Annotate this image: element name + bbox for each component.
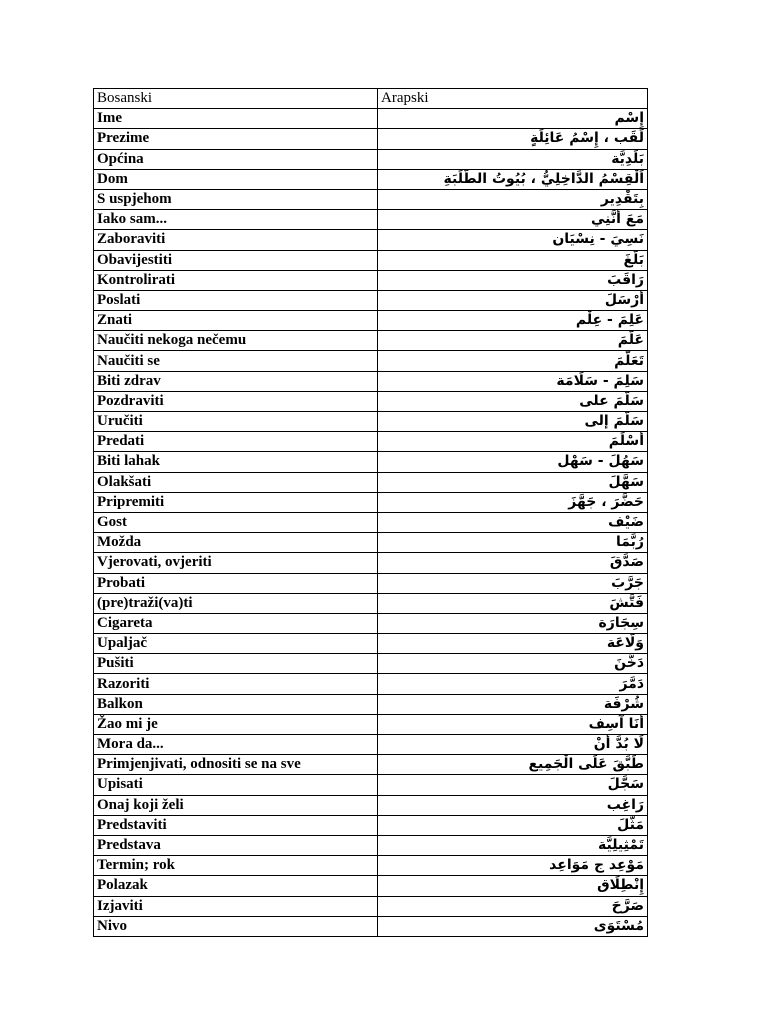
- arabic-term: سَهَّلَ: [378, 472, 648, 492]
- bosnian-term: Iako sam...: [94, 210, 378, 230]
- bosnian-term: Primjenjivati, odnositi se na sve: [94, 755, 378, 775]
- bosnian-term: Pozdraviti: [94, 391, 378, 411]
- bosnian-term: Prezime: [94, 129, 378, 149]
- bosnian-term: Mora da...: [94, 735, 378, 755]
- vocabulary-table: [93, 88, 648, 937]
- table-row: [94, 149, 648, 169]
- arabic-term: رَاغِب: [378, 795, 648, 815]
- arabic-term: سَجَّلَ: [378, 775, 648, 795]
- bosnian-term: Naučiti nekoga nečemu: [94, 331, 378, 351]
- bosnian-term: Poslati: [94, 290, 378, 310]
- bosnian-term: Kontrolirati: [94, 270, 378, 290]
- table-row: [94, 210, 648, 230]
- bosnian-term: Biti lahak: [94, 452, 378, 472]
- bosnian-term: Uručiti: [94, 412, 378, 432]
- header-bosnian: Bosanski: [94, 89, 378, 109]
- table-row: [94, 492, 648, 512]
- arabic-term: بَلَدِيَّة: [378, 149, 648, 169]
- table-row: [94, 270, 648, 290]
- bosnian-term: Probati: [94, 573, 378, 593]
- table-row: [94, 714, 648, 734]
- table-row: [94, 896, 648, 916]
- bosnian-term: Upisati: [94, 775, 378, 795]
- bosnian-term: Gost: [94, 512, 378, 532]
- table-row: [94, 735, 648, 755]
- bosnian-term: Obavijestiti: [94, 250, 378, 270]
- table-row: [94, 391, 648, 411]
- table-row: [94, 512, 648, 532]
- arabic-term: بَلَّغَ: [378, 250, 648, 270]
- arabic-term: إِسْم: [378, 109, 648, 129]
- arabic-term: مَوْعِد ج مَوَاعِد: [378, 856, 648, 876]
- header-row: [94, 89, 648, 109]
- bosnian-term: (pre)traži(va)ti: [94, 593, 378, 613]
- table-row: [94, 472, 648, 492]
- table-row: [94, 654, 648, 674]
- arabic-term: سَلَّمَ إلى: [378, 412, 648, 432]
- bosnian-term: Izjaviti: [94, 896, 378, 916]
- table-row: [94, 452, 648, 472]
- table-row: [94, 856, 648, 876]
- arabic-term: نَسِيَ - نِسْيَان: [378, 230, 648, 250]
- table-row: [94, 835, 648, 855]
- bosnian-term: Upaljač: [94, 634, 378, 654]
- arabic-term: ضَيْف: [378, 512, 648, 532]
- bosnian-term: Predati: [94, 432, 378, 452]
- table-row: [94, 230, 648, 250]
- bosnian-term: Vjerovati, ovjeriti: [94, 553, 378, 573]
- bosnian-term: Zaboraviti: [94, 230, 378, 250]
- arabic-term: سَلَّمَ على: [378, 391, 648, 411]
- header-arabic: Arapski: [378, 89, 648, 109]
- bosnian-term: Dom: [94, 169, 378, 189]
- arabic-term: دَمَّرَ: [378, 674, 648, 694]
- arabic-term: تَمْثِيلِيَّة: [378, 835, 648, 855]
- arabic-term: تَعَلَّمَ: [378, 351, 648, 371]
- bosnian-term: Naučiti se: [94, 351, 378, 371]
- table-row: [94, 169, 648, 189]
- bosnian-term: Biti zdrav: [94, 371, 378, 391]
- table-row: [94, 876, 648, 896]
- arabic-term: لَقَب ، إِسْمُ عَائِلَةٍ: [378, 129, 648, 149]
- arabic-term: صَرَّحَ: [378, 896, 648, 916]
- table-row: [94, 815, 648, 835]
- bosnian-term: Znati: [94, 311, 378, 331]
- arabic-term: فَتَّشَ: [378, 593, 648, 613]
- bosnian-term: Onaj koji želi: [94, 795, 378, 815]
- arabic-term: شُرْفَة: [378, 694, 648, 714]
- table-row: [94, 916, 648, 936]
- table-row: [94, 331, 648, 351]
- table-row: [94, 755, 648, 775]
- table-row: [94, 109, 648, 129]
- arabic-term: سِجَارَة: [378, 613, 648, 633]
- table-row: [94, 250, 648, 270]
- table-row: [94, 775, 648, 795]
- arabic-term: رَاقَبَ: [378, 270, 648, 290]
- arabic-term: حَضَّرَ ، جَهَّزَ: [378, 492, 648, 512]
- bosnian-term: Polazak: [94, 876, 378, 896]
- arabic-term: عَلَّمَ: [378, 331, 648, 351]
- arabic-term: طَبَّقَ عَلَى الْجَمِيع: [378, 755, 648, 775]
- arabic-term: أَسْلَمَ: [378, 432, 648, 452]
- table-row: [94, 371, 648, 391]
- bosnian-term: Predstaviti: [94, 815, 378, 835]
- bosnian-term: Razoriti: [94, 674, 378, 694]
- table-row: [94, 129, 648, 149]
- table-row: [94, 533, 648, 553]
- arabic-term: لَا بُدَّ أَنْ: [378, 735, 648, 755]
- arabic-term: اَلْقِسْمُ الدَّاخِلِيُّ ، بُيُوتُ الطَّلَبَةِ: [378, 169, 648, 189]
- table-row: [94, 189, 648, 209]
- bosnian-term: Pušiti: [94, 654, 378, 674]
- arabic-term: وَلَّاعَة: [378, 634, 648, 654]
- arabic-term: أَنَا آسِف: [378, 714, 648, 734]
- bosnian-term: S uspjehom: [94, 189, 378, 209]
- table-row: [94, 290, 648, 310]
- arabic-term: سَلِمَ - سَلَامَة: [378, 371, 648, 391]
- table-row: [94, 795, 648, 815]
- arabic-term: دَخَّنَ: [378, 654, 648, 674]
- arabic-term: صَدَّقَ: [378, 553, 648, 573]
- table-row: [94, 694, 648, 714]
- table-row: [94, 351, 648, 371]
- arabic-term: مُسْتَوَى: [378, 916, 648, 936]
- table-row: [94, 674, 648, 694]
- table-row: [94, 311, 648, 331]
- table-row: [94, 412, 648, 432]
- arabic-term: بِتَقْدِير: [378, 189, 648, 209]
- bosnian-term: Balkon: [94, 694, 378, 714]
- table-row: [94, 432, 648, 452]
- arabic-term: رُبَّمَا: [378, 533, 648, 553]
- arabic-term: جَرَّبَ: [378, 573, 648, 593]
- bosnian-term: Žao mi je: [94, 714, 378, 734]
- bosnian-term: Općina: [94, 149, 378, 169]
- bosnian-term: Termin; rok: [94, 856, 378, 876]
- arabic-term: سَهُلَ - سَهْل: [378, 452, 648, 472]
- bosnian-term: Možda: [94, 533, 378, 553]
- bosnian-term: Olakšati: [94, 472, 378, 492]
- table-row: [94, 573, 648, 593]
- table-row: [94, 634, 648, 654]
- bosnian-term: Predstava: [94, 835, 378, 855]
- arabic-term: أَرْسَلَ: [378, 290, 648, 310]
- table-row: [94, 553, 648, 573]
- vocabulary-rows: [94, 109, 648, 937]
- bosnian-term: Pripremiti: [94, 492, 378, 512]
- arabic-term: مَثَّلَ: [378, 815, 648, 835]
- arabic-term: مَعَ أَنَّنِي: [378, 210, 648, 230]
- bosnian-term: Cigareta: [94, 613, 378, 633]
- table-row: [94, 593, 648, 613]
- bosnian-term: Nivo: [94, 916, 378, 936]
- arabic-term: عَلِمَ - عِلْم: [378, 311, 648, 331]
- bosnian-term: Ime: [94, 109, 378, 129]
- table-row: [94, 613, 648, 633]
- arabic-term: إِنْطِلَاق: [378, 876, 648, 896]
